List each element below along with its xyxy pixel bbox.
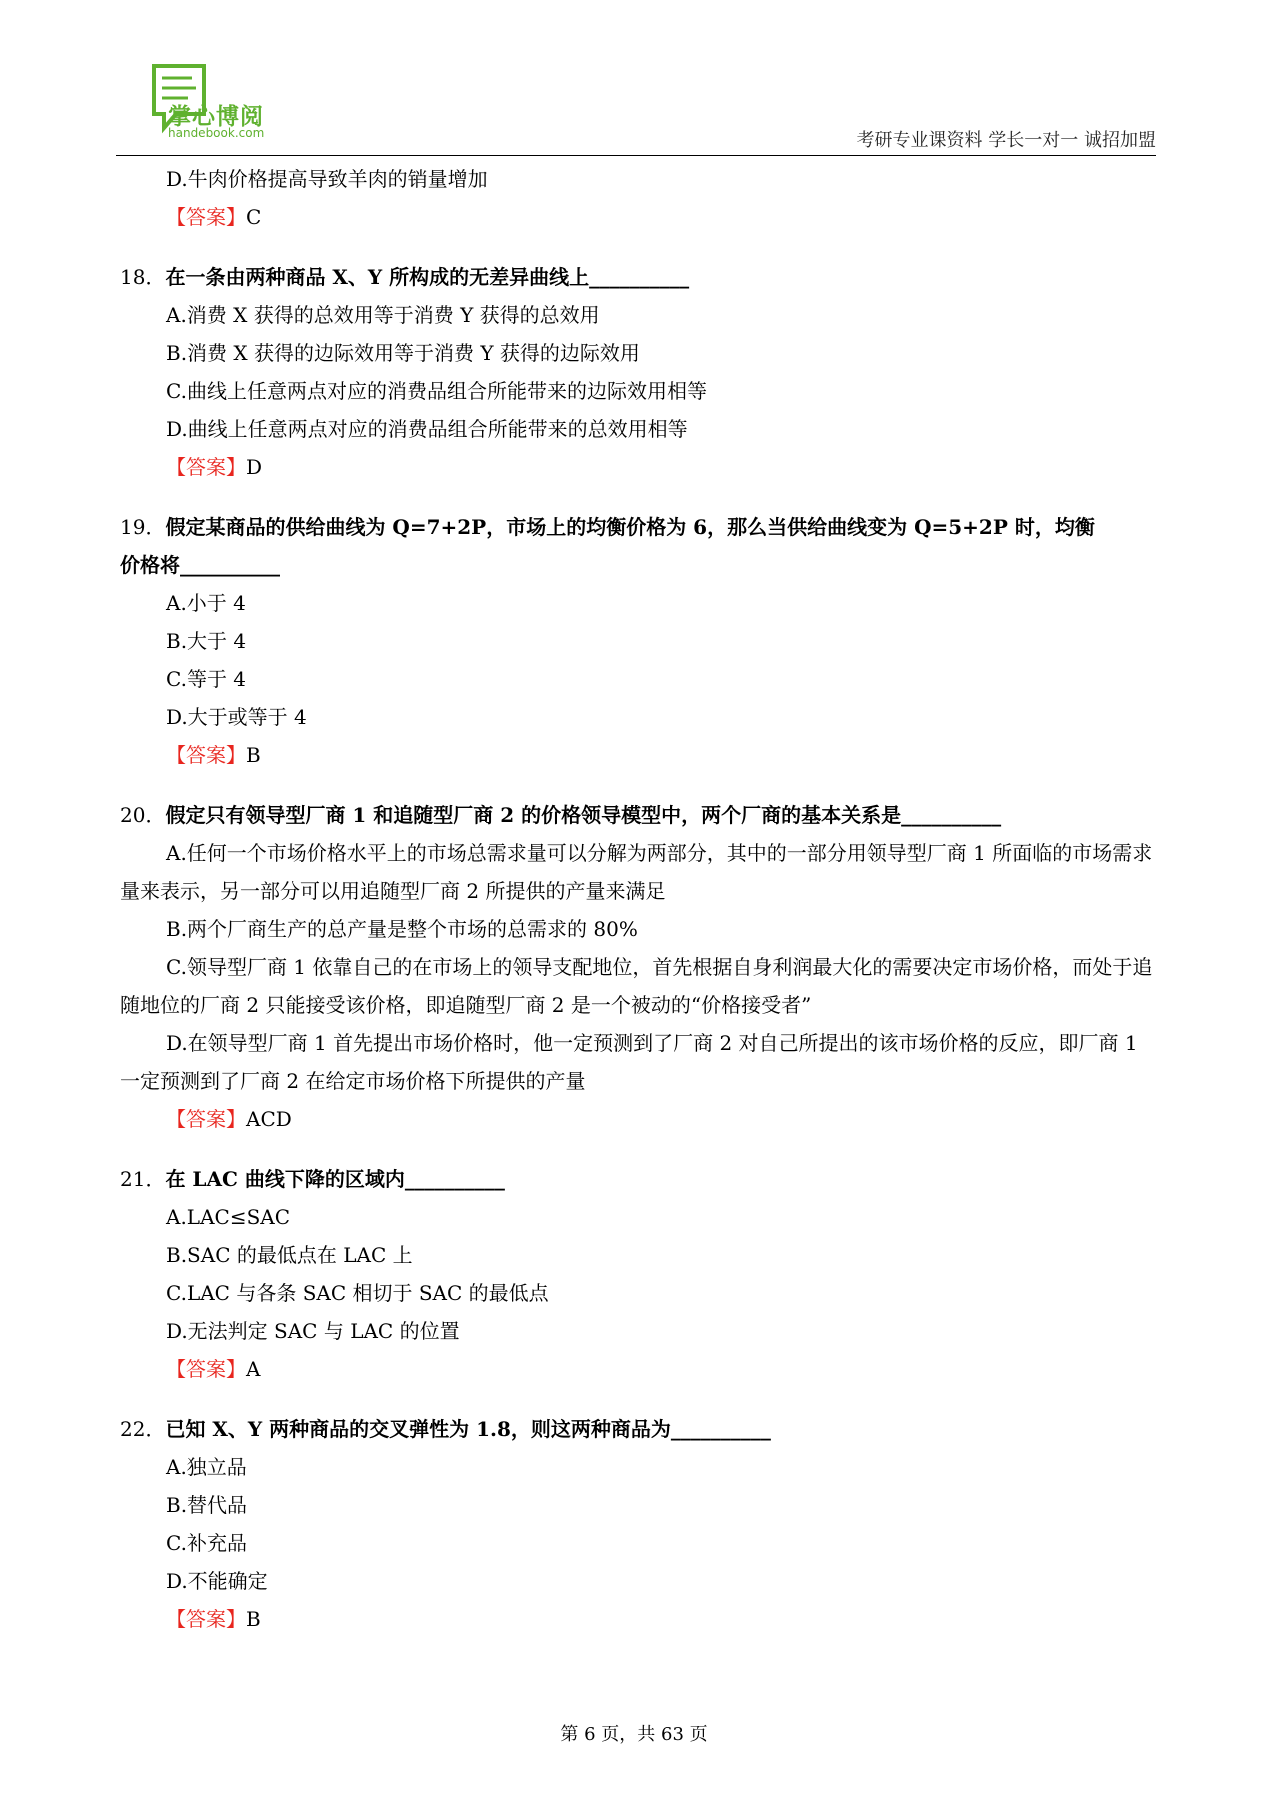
answer-tag: 【答案】 [166,1107,246,1131]
answer-value: D [246,455,263,479]
answer [120,448,1160,486]
answer-tag: 【答案】 [166,1357,246,1381]
answer-value: B [246,743,261,767]
page-header [116,52,1156,156]
option: B.SAC 的最低点在 LAC 上 [166,1243,413,1267]
page-footer: 第 6 页，共 63 页 [560,1724,708,1745]
option: D.无法判定 SAC 与 LAC 的位置 [166,1319,460,1343]
option: D.在领导型厂商 1 首先提出市场价格时，他一定预测到了厂商 2 对自己所提出的该市场价格的反应，即厂商 1 一定预测到了厂商 2 在给定市场价格下所提供的产量 [120,1031,1138,1093]
question-21-stem [120,1160,1160,1198]
question-number: 21． [120,1167,166,1191]
question-number: 19． [120,515,166,539]
question-20-stem [120,796,1160,834]
option: A.消费 X 获得的总效用等于消费 Y 获得的总效用 [166,303,600,327]
answer [120,1100,1160,1138]
answer-tag: 【答案】 [166,205,246,229]
question-number: 20． [120,803,166,827]
option: D.曲线上任意两点对应的消费品组合所能带来的总效用相等 [166,417,688,441]
prev-option-d: D.牛肉价格提高导致羊肉的销量增加 [166,167,488,191]
answer-value: ACD [246,1107,292,1131]
option: A.小于 4 [166,591,246,615]
option: D.不能确定 [166,1569,268,1593]
option: B.消费 X 获得的边际效用等于消费 Y 获得的边际效用 [166,341,640,365]
option: C.领导型厂商 1 依靠自己的在市场上的领导支配地位，首先根据自身利润最大化的需要决定市场价格，而处于追随地位的厂商 2 只能接受该价格，即追随型厂商 2 是一个被动的“价格接受者” [120,955,1153,1017]
header-divider [116,155,1156,156]
answer-value: C [246,205,262,229]
option: A.任何一个市场价格水平上的市场总需求量可以分解为两部分，其中的一部分用领导型厂商 1 所面临的市场需求量来表示，另一部分可以用追随型厂商 2 所提供的产量来满足 [120,841,1153,903]
document-body [120,160,1160,1638]
question-text: 假定只有领导型厂商 1 和追随型厂商 2 的价格领导模型中，两个厂商的基本关系是__________ [165,803,1002,827]
answer-tag: 【答案】 [166,1607,246,1631]
option: A.独立品 [166,1455,247,1479]
answer-value: B [246,1607,261,1631]
question-text: 已知 X、Y 两种商品的交叉弹性为 1.8，则这两种商品为__________ [165,1417,771,1441]
logo-subtext: handebook.com [168,126,265,140]
question-text: 在 LAC 曲线下降的区域内__________ [165,1167,505,1191]
question-text: 在一条由两种商品 X、Y 所构成的无差异曲线上__________ [165,265,690,289]
answer [120,1600,1160,1638]
question-22-stem [120,1410,1160,1448]
option: C.等于 4 [166,667,247,691]
option: A.LAC≤SAC [166,1205,291,1229]
answer [120,736,1160,774]
question-19-stem [120,508,1160,546]
logo-text: 掌心博阅 [168,104,264,130]
question-18-stem [120,258,1160,296]
option: D.大于或等于 4 [166,705,307,729]
question-number: 18． [120,265,166,289]
answer-tag: 【答案】 [166,743,246,767]
answer-tag: 【答案】 [166,455,246,479]
option: C.补充品 [166,1531,247,1555]
option: B.替代品 [166,1493,248,1517]
question-text: 假定某商品的供给曲线为 Q=7+2P，市场上的均衡价格为 6，那么当供给曲线变为 Q=5+2P 时，均衡 [165,515,1095,539]
option: B.大于 4 [166,629,247,653]
answer [120,1350,1160,1388]
option: B.两个厂商生产的总产量是整个市场的总需求的 80% [166,917,638,941]
option: C.LAC 与各条 SAC 相切于 SAC 的最低点 [166,1281,549,1305]
question-number: 22． [120,1417,166,1441]
question-19-stem-cont: 价格将__________ [120,553,280,577]
prev-answer [120,198,1160,236]
header-tagline: 考研专业课资料 学长一对一 诚招加盟 [856,130,1156,151]
option: C.曲线上任意两点对应的消费品组合所能带来的边际效用相等 [166,379,707,403]
answer-value: A [246,1357,261,1381]
